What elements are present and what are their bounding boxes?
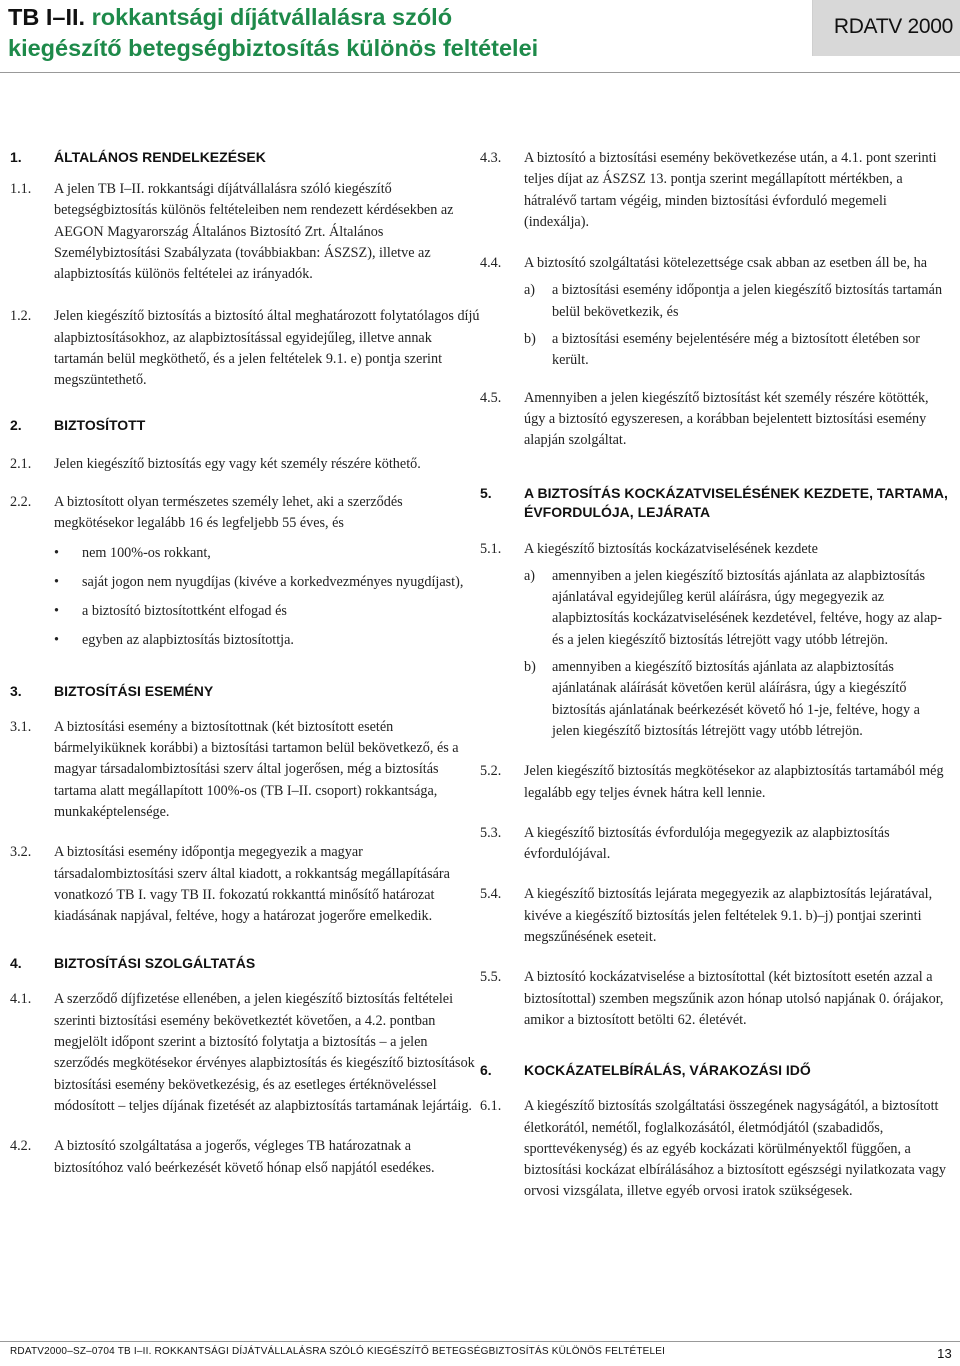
section-number: 3. [10,682,22,699]
section-heading [480,484,950,522]
clause-1-1 [10,179,480,285]
list-item [524,566,950,651]
clause-text: A kiegészítő biztosítás szolgáltatási összegének nagyságától, a biztosított életkorától, nemétől, foglalkozásától, életmódjától (szabadidős, sporttevékenység) és az egyéb kockázati körülményektől függően, a biztosítási kockázat elbírálásához a biztosított egészségi nyilatkozata vagy orvosi vizsgálata, illetve egyéb orvosi iratok szükségesek. [524,1098,946,1200]
bullet: • [54,544,59,561]
clause-body [54,492,480,652]
item-label: a) [524,282,536,299]
clause-number: 5.3. [480,824,502,841]
clause-number: 2.1. [10,455,32,472]
clause-number: 4.1. [10,991,32,1008]
clause-text: Jelen kiegészítő biztosítás egy vagy két személy részére köthető. [54,455,421,472]
clause-text: A szerződő díjfizetése ellenében, a jelen kiegészítő biztosítás feltételei szerinti biztosítási esemény bekövetkeztét követően, a 4.2. pontban megjelölt időpont szerint a biztosító folytatja a biztosítás – a jelen szerződés megkötésekor érvényes alapbiztosítás és kiegészítő biztosítások biztosítási esemény bekövetkezésig, és az esetleges értéknöveléssel módosított – teljes díjának fizetését az alapbiztosítás tartamának lejártáig. [54,991,475,1114]
list-item-text: a biztosító biztosítottként elfogad és [82,603,287,620]
clause-text: A kiegészítő biztosítás évfordulója megegyezik az alapbiztosítás évfordulójával. [524,824,890,863]
section-heading [480,1061,950,1080]
clause-4-1 [10,989,480,1117]
list-item-text: nem 100%-os rokkant, [82,544,211,561]
clause-number: 5.1. [480,540,502,557]
clause-5-2 [480,761,950,804]
item-label: b) [524,331,536,348]
item-label: b) [524,659,536,676]
clause-text: A kiegészítő biztosítás kockázatviselésének kezdete [524,540,818,557]
clause-5-1 [480,539,950,743]
document-title [8,2,538,64]
clause-number: 5.4. [480,886,502,903]
section-number: 5. [480,484,492,501]
clause-number: 4.2. [10,1138,32,1155]
product-code-badge [812,0,960,56]
clause-text: A biztosító szolgáltatási kötelezettsége csak abban az esetben áll be, ha [524,255,928,272]
clause-number: 1.1. [10,181,32,197]
bullet: • [54,632,59,649]
section-title: KOCKÁZATELBÍRÁLÁS, VÁRAKOZÁSI IDŐ [524,1062,811,1079]
clause-number: 1.2. [10,308,32,325]
clause-1-2 [10,306,480,391]
clause-3-2 [10,842,480,927]
clause-number: 5.2. [480,763,502,780]
clause-number: 4.5. [480,389,502,406]
list-item [54,572,480,593]
list-item-text: amennyiben a kiegészítő biztosítás ajánlata az alapbiztosítás ajánlatának aláírását követően kerül aláírásra, úgy a kiegészítő biztosítás ajánlatának beérkezését követő hó 1-je, feltéve, hogy a jelen kiegészítő biztosítás létrejött vagy utóbb létrejön. [552,659,920,739]
clause-number: 3.1. [10,718,32,735]
list-item-text: amennyiben a jelen kiegészítő biztosítás ajánlata az alapbiztosítás ajánlatával egyidejűleg kerül aláírásra, úgy megegyezik az alapbiztosítás kockázatviselésének kezdetével, feltéve, hogy az alap- és a jelen kiegészítő biztosítás létrejött vagy utóbb létrejön. [552,567,942,648]
title-rest: rokkantsági díjátvállalásra szóló [85,4,453,30]
section-heading [10,954,480,973]
section-title: ÁLTALÁNOS RENDELKEZÉSEK [54,149,266,165]
page-number: 13 [937,1346,952,1361]
section-heading [10,148,480,167]
clause-text: A biztosítási esemény a biztosítottnak (két biztosított esetén bármelyiküknek korábbi) a biztosítási tartamon belül bekövetkező, és a magyar társadalombiztosítási szerv által jogerősen, még a biztosítás tartama alatt megállapított 100%-os (TB I–II. csoport) rokkantsága, munkaképtelensége. [54,718,459,820]
list-item-text: a biztosítási esemény bejelentésére még a biztosított életében sor került. [552,331,920,369]
clause-4-3 [480,148,950,233]
list-item [54,543,480,564]
clause-5-4 [480,884,950,948]
section-title: BIZTOSÍTÁSI ESEMÉNY [54,682,214,699]
list-item-text: saját jogon nem nyugdíjas (kivéve a korkedvezményes nyugdíjast), [82,573,464,590]
page-header [0,0,960,74]
product-code: RDATV 2000 [833,15,953,38]
clause-text: A biztosító kockázatviselése a biztosítottal (két biztosított esetén azzal a biztosítottal) szemben megszűnik azon hónap utolsó napjának 0. órájakor, amikor a biztosított betölti 62. életévét. [524,969,944,1028]
section-title: A BIZTOSÍTÁS KOCKÁZATVISELÉSÉNEK KEZDETE, TARTAMA, ÉVFORDULÓJA, LEJÁRATA [524,484,948,520]
title-prefix: TB I–II. [8,4,86,30]
clause-4-4 [480,253,950,371]
clause-2-2 [10,492,480,652]
clause-2-1 [10,454,480,475]
section-number: 4. [10,955,22,972]
list-item [54,601,480,622]
clause-body [524,253,950,371]
list-item-text: egyben az alapbiztosítás biztosítottja. [82,632,294,649]
clause-number: 5.5. [480,969,502,986]
footer-text: RDATV2000–SZ–0704 TB I–II. ROKKANTSÁGI DÍJÁTVÁLLALÁSRA SZÓLÓ KIEGÉSZÍTŐ BETEGSÉGBIZTOSÍTÁS KÜLÖNÖS FELTÉTELEI [10,1346,666,1357]
clause-number: 4.3. [480,150,502,166]
section-number: 1. [10,149,22,165]
clause-5-5 [480,967,950,1031]
section-number: 2. [10,416,22,433]
section-heading [10,682,480,701]
list-item-text: a biztosítási esemény időpontja a jelen kiegészítő biztosítás tartamán belül bekövetkezik, és [552,282,943,320]
clause-text: Amennyiben a jelen kiegészítő biztosítást két személy részére kötötték, úgy a biztosító egyszeresen, a korábban bejelentett biztosítási esemény alapján szolgáltat. [524,389,929,449]
bullet: • [54,603,59,620]
clause-text: A kiegészítő biztosítás lejárata megegyezik az alapbiztosítás lejáratával, kivéve a kiegészítő biztosítás jelen feltételek 9.1. b)–j) pontjai szerinti megszűnésének eseteit. [524,886,933,946]
list-item [524,657,950,742]
clause-body [524,539,950,743]
list-item [524,329,950,372]
footer-divider [0,1341,960,1342]
clause-text: Jelen kiegészítő biztosítás a biztosító által meghatározott folytatólagos díjú alapbiztosításokhoz, az alapbiztosítással egyidejűleg, illetve annak tartamán belül megköthető, és a jelen feltételek 9.1. e) pontja szerint megszüntethető. [54,308,480,389]
list-item [524,280,950,323]
clause-4-5 [480,388,950,452]
clause-number: 2.2. [10,493,32,510]
section-heading [10,416,480,435]
clause-number: 3.2. [10,844,32,861]
clause-text: A jelen TB I–II. rokkantsági díjátvállalásra szóló kiegészítő betegségbiztosítás különös feltételeiben nem rendezett kérdésekben az AEGON Magyarország Általános Biztosító Zrt. Általános Személybiztosítási Szabályzata (továbbiakban: ÁSZSZ), illetve az alapbiztosítás különös feltételei az irányadók. [54,181,454,283]
left-column [10,148,480,1179]
section-number: 6. [480,1062,492,1079]
title-line-2: kiegészítő betegségbiztosítás különös feltételei [8,35,539,61]
list-item [54,630,480,651]
clause-6-1 [480,1096,950,1202]
clause-4-2 [10,1136,480,1179]
clause-text: A biztosított olyan természetes személy lehet, aki a szerződés megkötésekor legalább 16 és legfeljebb 55 éves, és [54,493,403,532]
clause-text: A biztosítási esemény időpontja megegyezik a magyar társadalombiztosítási szerv által kiadott, a rokkantság megállapítására vonatkozó TB I. vagy TB II. fokozatú rokkanttá minősítő határozat kiadásának napjával, feltéve, hogy a határozat jogerőre emelkedik. [54,844,450,925]
section-title: BIZTOSÍTOTT [54,416,146,433]
clause-text: A biztosító a biztosítási esemény bekövetkezése után, a 4.1. pont szerinti teljes díjat az ÁSZSZ 13. pontja szerint megállapított mértékben, a hátralévő tartam végéig, minden biztosítási évforduló megemeli (indexálja). [524,150,937,230]
clause-text: Jelen kiegészítő biztosítás megkötésekor az alapbiztosítás tartamából még legalább egy teljes évnek hátra kell lennie. [524,763,944,801]
clause-text: A biztosító szolgáltatása a jogerős, végleges TB határozatnak a biztosítóhoz való beérkezését követő hónap első napjától esedékes. [54,1138,435,1176]
item-label: a) [524,567,536,584]
clause-5-3 [480,823,950,866]
section-title: BIZTOSÍTÁSI SZOLGÁLTATÁS [54,955,256,972]
clause-number: 4.4. [480,255,502,272]
clause-3-1 [10,717,480,823]
bullet: • [54,573,59,590]
clause-number: 6.1. [480,1098,502,1115]
right-column [480,148,950,1203]
header-divider [0,72,960,73]
